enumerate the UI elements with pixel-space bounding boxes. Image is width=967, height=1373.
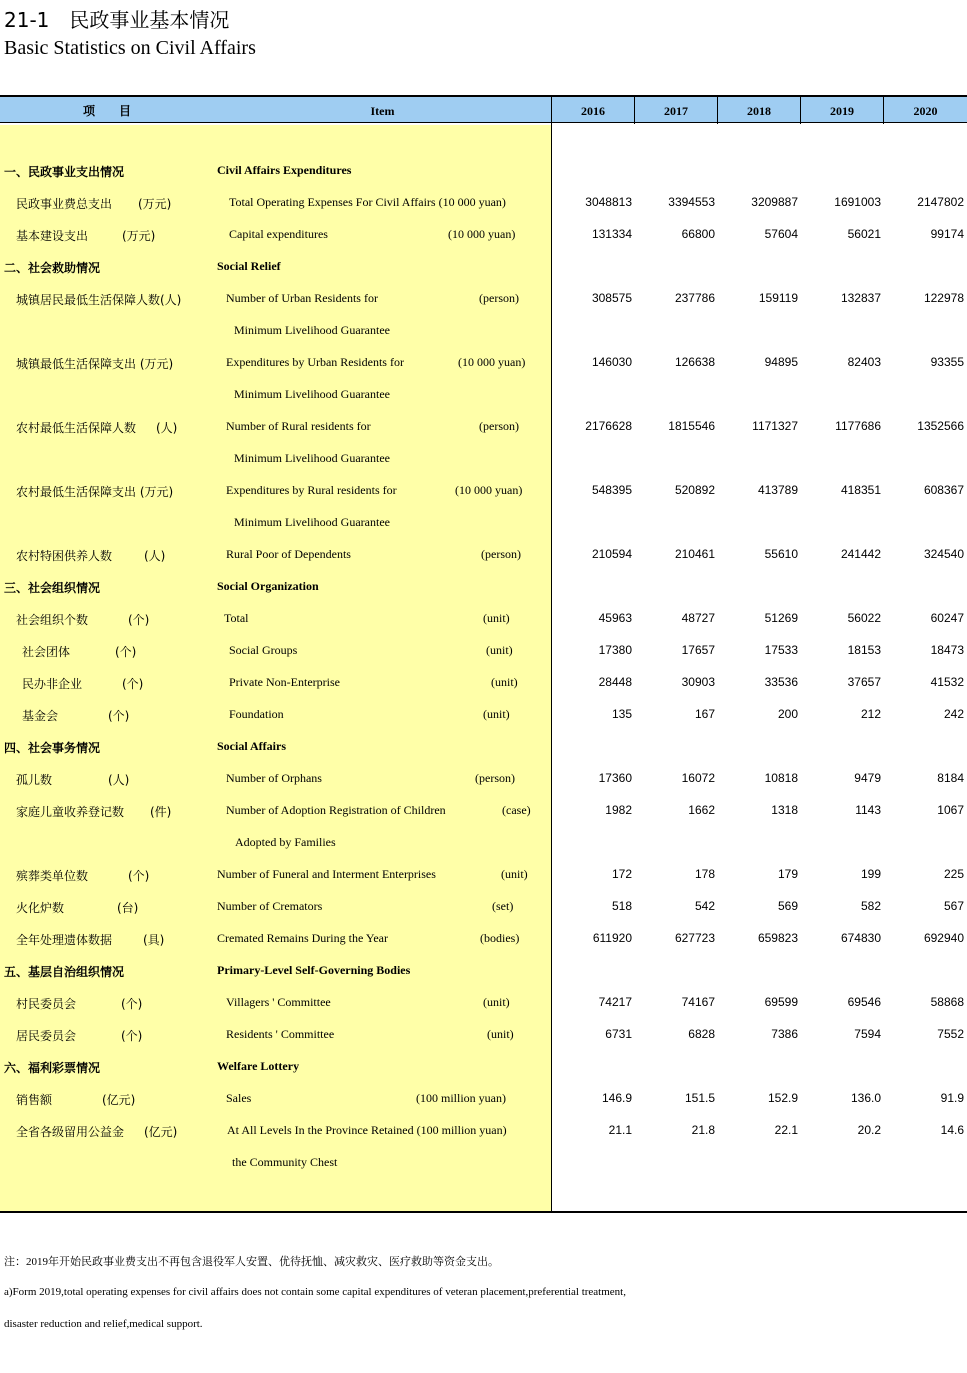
value-cell-2018: 152.9: [767, 1091, 798, 1105]
value-cell-2018: 659823: [757, 931, 798, 945]
item-label-en: Total Operating Expenses For Civil Affairs (10 000 yuan): [229, 195, 506, 209]
value-cell-2016: 2176628: [585, 419, 632, 433]
item-label-zh: 火化炉数: [16, 901, 65, 915]
item-unit-zh: (人): [108, 773, 130, 787]
value-cell-2019: 37657: [847, 675, 881, 689]
value-cell-2020: 60247: [930, 611, 964, 625]
item-label-en: Foundation: [229, 707, 284, 721]
table-row: [0, 349, 967, 381]
item-label-en: Residents ' Committee: [226, 1027, 335, 1041]
item-label-en: Expenditures by Rural residents for: [226, 483, 397, 497]
value-cell-2017: 237786: [674, 291, 715, 305]
header-item-zh: 项 目: [0, 95, 214, 123]
value-cell-2019: 136.0: [850, 1091, 881, 1105]
table-row: [0, 989, 967, 1021]
value-cell-2019: 1143: [855, 803, 881, 817]
section-title-zh: 四、社会事务情况: [4, 741, 101, 755]
section-title-en: Social Affairs: [217, 739, 286, 753]
value-cell-2016: 308575: [591, 291, 632, 305]
value-cell-2016: 146030: [591, 355, 632, 369]
value-cell-2019: 18153: [847, 643, 881, 657]
value-cell-2020: 14.6: [940, 1123, 964, 1137]
table-row: [0, 189, 967, 221]
value-cell-2019: 69546: [847, 995, 881, 1009]
value-cell-2016: 518: [611, 899, 632, 913]
table-row: [0, 605, 967, 637]
item-unit-zh: (个): [115, 645, 137, 659]
value-cell-2017: 74167: [681, 995, 715, 1009]
item-label-zh: 村民委员会: [16, 997, 77, 1011]
value-cell-2020: 7552: [937, 1027, 964, 1041]
table-row: [0, 701, 967, 733]
value-cell-2019: 7594: [854, 1027, 881, 1041]
value-cell-2016: 172: [611, 867, 632, 881]
value-cell-2019: 56021: [847, 227, 881, 241]
value-cell-2017: 21.8: [691, 1123, 715, 1137]
item-label-zh: 社会组织个数: [16, 613, 89, 627]
value-cell-2018: 22.1: [774, 1123, 798, 1137]
value-cell-2020: 608367: [923, 483, 964, 497]
value-cell-2017: 126638: [674, 355, 715, 369]
value-cell-2017: 520892: [674, 483, 715, 497]
section-row: [0, 157, 967, 189]
item-label-en: Number of Orphans: [226, 771, 322, 785]
item-unit-en: (case): [502, 803, 531, 817]
value-cell-2020: 567: [943, 899, 964, 913]
item-label-en: Number of Cremators: [217, 899, 323, 913]
table-row: [0, 1085, 967, 1117]
item-unit-en: (10 000 yuan): [448, 227, 516, 241]
value-cell-2019: 56022: [847, 611, 881, 625]
header-year-2018: 2018: [718, 95, 800, 123]
item-unit-zh: (具): [143, 933, 165, 947]
value-cell-2017: 167: [694, 707, 715, 721]
value-cell-2017: 6828: [688, 1027, 715, 1041]
item-label-en: Social Groups: [229, 643, 298, 657]
item-label-zh: 销售额: [16, 1093, 53, 1107]
section-title-zh: 五、基层自治组织情况: [4, 965, 125, 979]
value-cell-2018: 413789: [757, 483, 798, 497]
value-cell-2018: 33536: [764, 675, 798, 689]
item-unit-en: (unit): [501, 867, 528, 881]
item-unit-zh: (个): [122, 677, 144, 691]
section-title-zh: 三、社会组织情况: [4, 581, 101, 595]
value-cell-2020: 41532: [930, 675, 964, 689]
section-row: [0, 253, 967, 285]
value-cell-2020: 324540: [923, 547, 964, 561]
table-row: [0, 221, 967, 253]
value-cell-2018: 55610: [764, 547, 798, 561]
item-unit-zh: (亿元): [144, 1125, 178, 1139]
value-cell-2020: 692940: [923, 931, 964, 945]
table-row: [0, 541, 967, 573]
item-unit-zh: (万元): [138, 197, 172, 211]
value-cell-2016: 3048813: [585, 195, 632, 209]
value-cell-2019: 241442: [840, 547, 881, 561]
value-cell-2018: 94895: [764, 355, 798, 369]
value-cell-2020: 93355: [930, 355, 964, 369]
value-cell-2016: 611920: [592, 931, 632, 945]
value-cell-2018: 51269: [764, 611, 798, 625]
value-cell-2018: 57604: [764, 227, 798, 241]
item-label-en: Sales: [226, 1091, 252, 1105]
header-year-2016: 2016: [552, 95, 634, 123]
value-cell-2016: 21.1: [608, 1123, 632, 1137]
value-cell-2017: 3394553: [668, 195, 715, 209]
item-label-zh: 殡葬类单位数: [16, 869, 89, 883]
item-unit-en: (person): [475, 771, 515, 785]
item-unit-en: (set): [492, 899, 514, 913]
value-cell-2019: 199: [860, 867, 881, 881]
value-cell-2019: 20.2: [857, 1123, 881, 1137]
value-cell-2017: 30903: [681, 675, 715, 689]
value-cell-2017: 1662: [688, 803, 715, 817]
item-label-en: Expenditures by Urban Residents for: [226, 355, 404, 369]
value-cell-2018: 69599: [764, 995, 798, 1009]
value-cell-2020: 99174: [930, 227, 964, 241]
value-cell-2017: 627723: [674, 931, 715, 945]
header-year-2020: 2020: [884, 95, 967, 123]
table-row: [0, 413, 967, 445]
value-cell-2019: 582: [860, 899, 881, 913]
item-unit-zh: (人): [144, 549, 166, 563]
value-cell-2017: 66800: [681, 227, 715, 241]
section-title-en: Civil Affairs Expenditures: [217, 163, 352, 177]
value-cell-2020: 8184: [937, 771, 964, 785]
value-cell-2018: 569: [777, 899, 798, 913]
item-label-zh: 城镇最低生活保障支出 (万元): [16, 357, 174, 371]
item-unit-en: (100 million yuan): [416, 1091, 506, 1105]
value-cell-2018: 200: [777, 707, 798, 721]
item-unit-zh: (个): [121, 997, 143, 1011]
value-cell-2019: 9479: [854, 771, 881, 785]
item-unit-zh: (个): [128, 613, 150, 627]
item-label-en: Villagers ' Committee: [226, 995, 331, 1009]
table-row: [0, 829, 967, 861]
item-label-zh: 农村最低生活保障支出 (万元): [16, 485, 174, 499]
section-row: [0, 573, 967, 605]
item-label-en: Rural Poor of Dependents: [226, 547, 351, 561]
value-cell-2019: 674830: [840, 931, 881, 945]
item-label-zh: 全省各级留用公益金: [16, 1125, 125, 1139]
item-label-en: Cremated Remains During the Year: [217, 931, 388, 945]
value-cell-2019: 82403: [847, 355, 881, 369]
item-label-zh: 农村特困供养人数: [16, 549, 113, 563]
value-cell-2016: 146.9: [601, 1091, 632, 1105]
section-title-zh: 二、社会救助情况: [4, 261, 101, 275]
item-label-zh: 全年处理遗体数据: [16, 933, 113, 947]
value-cell-2019: 1177686: [835, 419, 881, 433]
value-cell-2019: 418351: [840, 483, 881, 497]
table-row: [0, 1149, 967, 1181]
section-title-zh: 一、民政事业支出情况: [4, 165, 125, 179]
item-label-zh: 孤儿数: [16, 773, 53, 787]
value-cell-2017: 16072: [681, 771, 715, 785]
civil-affairs-table: [0, 95, 967, 1213]
item-unit-en: (10 000 yuan): [455, 483, 523, 497]
value-cell-2016: 6731: [605, 1027, 632, 1041]
item-label-zh: 家庭儿童收养登记数: [16, 805, 125, 819]
header-divider: [634, 95, 635, 124]
section-title-en: Social Organization: [217, 579, 319, 593]
item-unit-en: (person): [479, 419, 519, 433]
item-label-en: Capital expenditures: [229, 227, 328, 241]
item-unit-en: (unit): [486, 643, 513, 657]
value-cell-2016: 548395: [591, 483, 632, 497]
item-unit-en: (unit): [483, 995, 510, 1009]
value-cell-2018: 1318: [771, 803, 798, 817]
item-label-zh: 城镇居民最低生活保障人数(人): [16, 293, 182, 307]
page-title-en: Basic Statistics on Civil Affairs: [4, 37, 256, 59]
header-year-2017: 2017: [635, 95, 717, 123]
value-cell-2020: 1067: [937, 803, 964, 817]
value-cell-2016: 28448: [598, 675, 632, 689]
section-title-en: Welfare Lottery: [217, 1059, 300, 1073]
value-cell-2017: 1815546: [668, 419, 715, 433]
value-cell-2016: 131334: [591, 227, 632, 241]
table-row: [0, 893, 967, 925]
table-bottom-rule: [0, 1211, 967, 1213]
value-cell-2018: 7386: [771, 1027, 798, 1041]
value-cell-2017: 178: [694, 867, 715, 881]
value-cell-2020: 242: [943, 707, 964, 721]
header-year-2019: 2019: [801, 95, 883, 123]
section-row: [0, 733, 967, 765]
item-label-en: Number of Rural residents for: [226, 419, 371, 433]
item-unit-en: (unit): [483, 611, 510, 625]
item-label-zh: 社会团体: [22, 645, 71, 659]
value-cell-2016: 135: [611, 707, 632, 721]
table-row: [0, 1117, 967, 1149]
value-cell-2020: 91.9: [940, 1091, 964, 1105]
item-unit-zh: (个): [108, 709, 130, 723]
value-cell-2018: 10818: [764, 771, 798, 785]
item-unit-en: (person): [479, 291, 519, 305]
item-label-zh: 基金会: [22, 709, 59, 723]
table-row: [0, 317, 967, 349]
value-cell-2016: 1982: [605, 803, 632, 817]
item-unit-zh: (亿元): [102, 1093, 136, 1107]
footnote-en-line2: disaster reduction and relief,medical support.: [4, 1318, 203, 1330]
value-cell-2017: 210461: [674, 547, 715, 561]
item-label-zh: 基本建设支出: [16, 229, 89, 243]
header-divider: [800, 95, 801, 124]
value-cell-2016: 17360: [598, 771, 632, 785]
item-label-en: Private Non-Enterprise: [229, 675, 340, 689]
value-cell-2019: 1691003: [834, 195, 881, 209]
value-cell-2017: 17657: [681, 643, 715, 657]
item-unit-zh: (人): [156, 421, 178, 435]
value-cell-2018: 159119: [758, 291, 798, 305]
item-label-en: Minimum Livelihood Guarantee: [234, 323, 390, 337]
item-label-en: Minimum Livelihood Guarantee: [234, 515, 390, 529]
item-label-en: Adopted by Families: [235, 835, 336, 849]
value-cell-2020: 122978: [923, 291, 964, 305]
value-cell-2016: 45963: [598, 611, 632, 625]
table-row: [0, 1021, 967, 1053]
item-label-en: Minimum Livelihood Guarantee: [234, 387, 390, 401]
value-cell-2020: 58868: [930, 995, 964, 1009]
value-cell-2017: 151.5: [684, 1091, 715, 1105]
item-unit-en: (10 000 yuan): [458, 355, 526, 369]
item-label-en: Number of Funeral and Interment Enterprises: [217, 867, 436, 881]
item-unit-en: (unit): [491, 675, 518, 689]
section-row: [0, 1053, 967, 1085]
value-cell-2019: 132837: [840, 291, 881, 305]
table-row: [0, 285, 967, 317]
value-cell-2017: 542: [694, 899, 715, 913]
footnote-zh: 注：2019年开始民政事业费支出不再包含退役军人安置、优待抚恤、减灾救灾、医疗救助等资金支出。: [4, 1256, 499, 1268]
item-label-en: Total: [224, 611, 249, 625]
item-unit-en: (unit): [487, 1027, 514, 1041]
item-label-en: Number of Urban Residents for: [226, 291, 378, 305]
value-cell-2020: 225: [943, 867, 964, 881]
value-cell-2020: 18473: [930, 643, 964, 657]
value-cell-2018: 179: [777, 867, 798, 881]
value-cell-2019: 212: [860, 707, 881, 721]
item-label-en: Minimum Livelihood Guarantee: [234, 451, 390, 465]
table-row: [0, 925, 967, 957]
section-title-zh: 六、福利彩票情况: [4, 1061, 101, 1075]
page-title-zh: 21-1 民政事业基本情况: [4, 8, 230, 32]
item-unit-zh: (台): [117, 901, 139, 915]
value-cell-2018: 17533: [764, 643, 798, 657]
item-label-en: the Community Chest: [232, 1155, 338, 1169]
item-label-en: Number of Adoption Registration of Children: [226, 803, 446, 817]
item-label-zh: 农村最低生活保障人数: [16, 421, 137, 435]
value-cell-2020: 2147802: [917, 195, 964, 209]
value-cell-2017: 48727: [681, 611, 715, 625]
table-row: [0, 445, 967, 477]
item-label-zh: 居民委员会: [16, 1029, 77, 1043]
table-row: [0, 637, 967, 669]
value-cell-2016: 210594: [591, 547, 632, 561]
table-row: [0, 509, 967, 541]
value-cell-2020: 1352566: [917, 419, 964, 433]
header-divider: [883, 95, 884, 124]
table-row: [0, 765, 967, 797]
value-cell-2016: 74217: [598, 995, 632, 1009]
value-cell-2018: 3209887: [751, 195, 798, 209]
item-unit-zh: (个): [128, 869, 150, 883]
section-row: [0, 957, 967, 989]
table-row: [0, 797, 967, 829]
item-unit-en: (unit): [483, 707, 510, 721]
header-item-en: Item: [214, 95, 551, 123]
item-unit-en: (person): [481, 547, 521, 561]
value-cell-2018: 1171327: [752, 419, 798, 433]
section-title-en: Social Relief: [217, 259, 281, 273]
item-label-en: At All Levels In the Province Retained (100 million yuan): [227, 1123, 507, 1137]
table-row: [0, 861, 967, 893]
item-unit-en: (bodies): [480, 931, 520, 945]
header-divider: [717, 95, 718, 124]
value-cell-2016: 17380: [598, 643, 632, 657]
item-label-zh: 民办非企业: [22, 677, 83, 691]
table-row: [0, 669, 967, 701]
section-title-en: Primary-Level Self-Governing Bodies: [217, 963, 411, 977]
item-unit-zh: (万元): [122, 229, 156, 243]
table-row: [0, 381, 967, 413]
item-label-zh: 民政事业费总支出: [16, 197, 113, 211]
footnote-en-line1: a)Form 2019,total operating expenses for civil affairs does not contain some capital expenditures of veteran placement,preferential treatment,: [4, 1286, 626, 1298]
table-row: [0, 477, 967, 509]
item-unit-zh: (件): [150, 805, 172, 819]
item-unit-zh: (个): [121, 1029, 143, 1043]
